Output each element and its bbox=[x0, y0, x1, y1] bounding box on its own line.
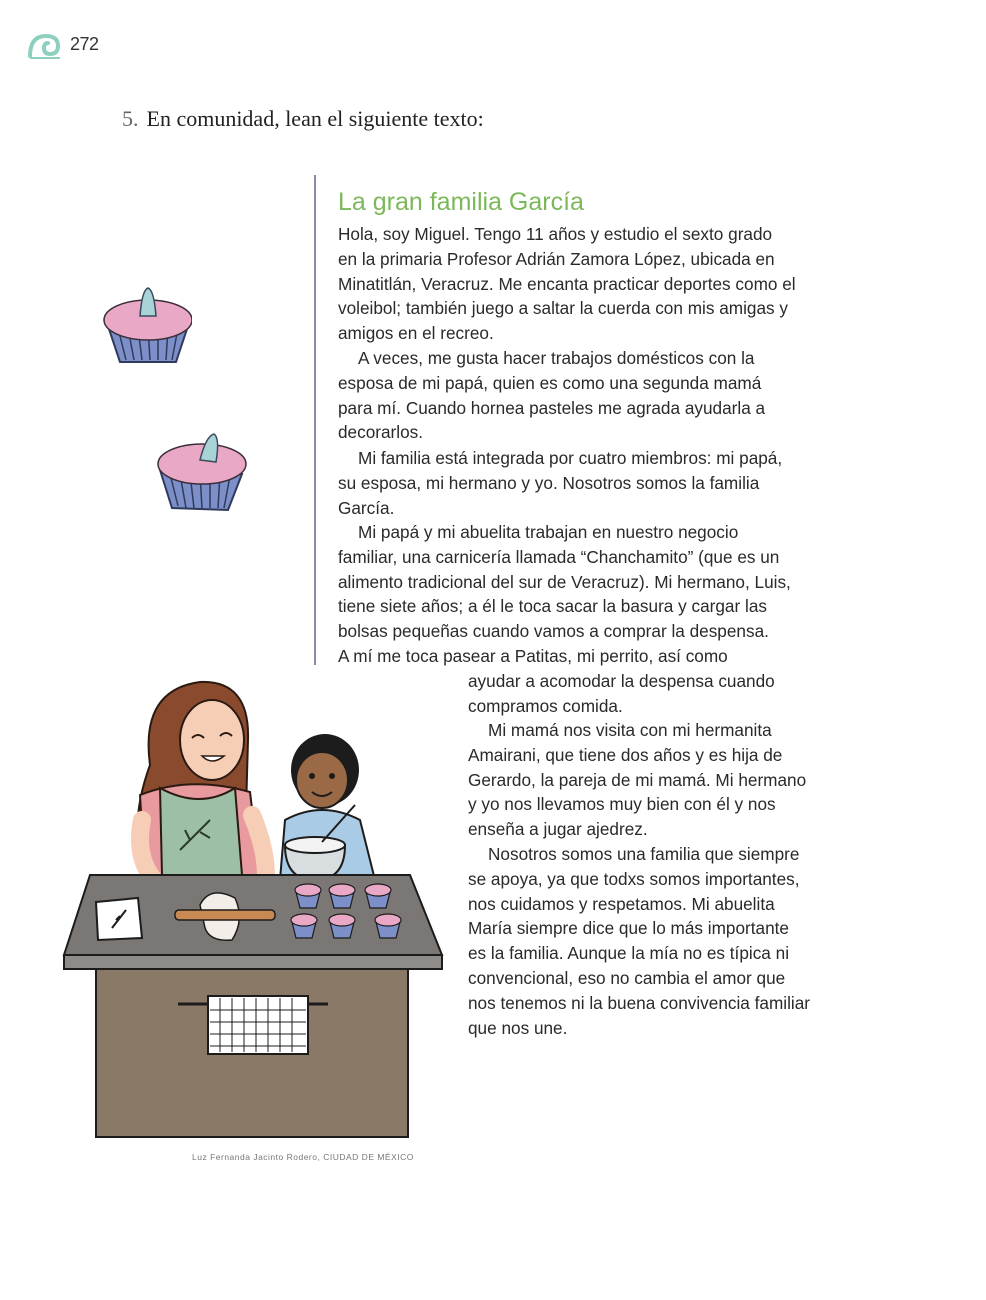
baking-illustration bbox=[60, 670, 450, 1145]
story-paragraph-4-end: ayudar a acomodar la despensa cuando compramos comida. bbox=[468, 671, 775, 716]
story-paragraph-6: Nosotros somos una familia que siempre se apoya, ya que todxs somos importantes, nos cuidamos y respetamos. Mi abuelita María siempre dice que lo más importante es la familia. Aunque la mía no es típica ni convencional, eso no cambia el amor que nos tenemos ni la buena convivencia familiar que nos une. bbox=[468, 844, 811, 1038]
snail-icon bbox=[28, 32, 62, 60]
story-paragraph-5: Mi mamá nos visita con mi hermanita Amairani, que tiene dos años y es hija de Gerardo, la pareja de mi mamá. Mi hermano y yo nos llevamos muy bien con él y nos enseña a jugar ajedrez. bbox=[468, 720, 807, 840]
cupcake-icon bbox=[156, 430, 248, 516]
cupcake-icon bbox=[100, 282, 192, 368]
page-number: 272 bbox=[70, 34, 99, 54]
story-title: La gran familia García bbox=[338, 187, 584, 216]
instruction-number: 5. bbox=[122, 106, 139, 131]
illustration-credit bbox=[192, 1152, 414, 1162]
story-paragraph-3: Mi familia está integrada por cuatro miembros: mi papá, su esposa, mi hermano y yo. Nosotros somos la familia García. bbox=[338, 448, 783, 518]
instruction bbox=[122, 106, 484, 132]
credit-place: CIUDAD DE MÉXICO bbox=[323, 1152, 414, 1162]
story-paragraph-1: Hola, soy Miguel. Tengo 11 años y estudio el sexto grado en la primaria Profesor Adrián Zamora López, ubicada en Minatitlán, Veracruz. Me encanta practicar deportes como el voleibol; también juego a saltar la cuerda con mis amigas y amigos en el recreo. bbox=[338, 224, 796, 344]
credit-name: Luz Fernanda Jacinto Rodero, bbox=[192, 1152, 321, 1162]
vertical-rule bbox=[314, 175, 316, 665]
story-paragraph-4-continued: A mí me toca pasear a Patitas, mi perrito, así como bbox=[338, 646, 728, 666]
story-paragraph-2: A veces, me gusta hacer trabajos domésticos con la esposa de mi papá, quien es como una segunda mamá para mí. Cuando hornea pasteles me agrada ayudarla a decorarlos. bbox=[338, 348, 766, 443]
instruction-text: En comunidad, lean el siguiente texto: bbox=[146, 106, 484, 131]
story-paragraph-4: Mi papá y mi abuelita trabajan en nuestro negocio familiar, una carnicería llamada “Chanchamito” (que es un alimento tradicional del sur de Veracruz). Mi hermano, Luis, tiene siete años; a él le toca sacar la basura y cargar las bolsas pequeñas cuando vamos a comprar la despensa. bbox=[338, 522, 791, 642]
